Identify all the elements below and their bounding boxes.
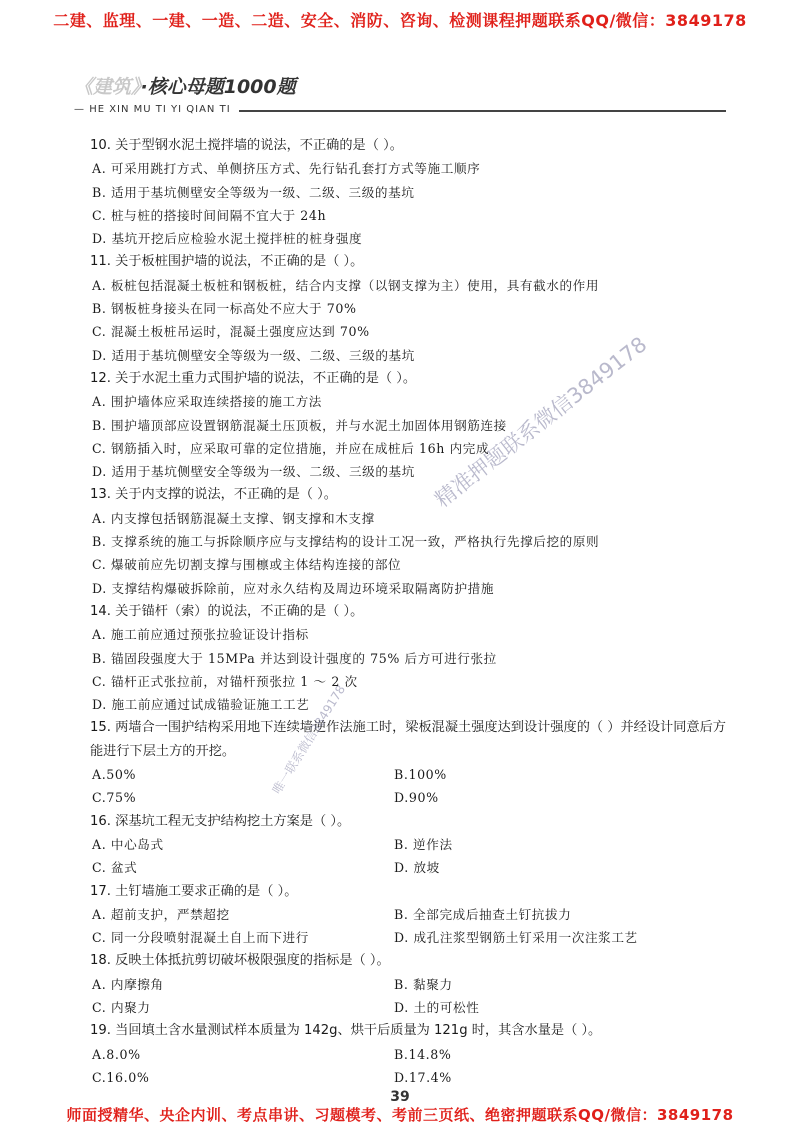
question-15 bbox=[90, 716, 730, 809]
question-19 bbox=[90, 1019, 730, 1089]
option-c: C. 同一分段喷射混凝土自上而下进行 bbox=[92, 930, 309, 946]
book-subtitle-main: ·核心母题1000题 bbox=[140, 76, 296, 98]
option-d: D.17.4% bbox=[394, 1069, 452, 1085]
option-grid bbox=[90, 1043, 730, 1090]
option-d: D.90% bbox=[394, 790, 439, 806]
option-b: B. 全部完成后抽查土钉抗拔力 bbox=[394, 906, 572, 922]
question-stem: 15. 两墙合一围护结构采用地下连续墙逆作法施工时，梁板混凝土强度达到设计强度的（ ）并经设计同意后方能进行下层土方的开挖。 bbox=[90, 720, 726, 759]
option-c: C. 内聚力 bbox=[92, 999, 151, 1015]
header-pinyin: — HE XIN MU TI YI QIAN TI bbox=[74, 103, 239, 117]
option-a: A. 可采用跳打方式、单侧挤压方式、先行钻孔套打方式等施工顺序 bbox=[92, 161, 481, 177]
option-a: A. 超前支护，严禁超挖 bbox=[92, 906, 230, 922]
option-a: A. 施工前应通过预张拉验证设计指标 bbox=[92, 627, 309, 643]
question-16 bbox=[90, 810, 730, 880]
question-14 bbox=[90, 600, 730, 716]
question-stem: 12. 关于水泥土重力式围护墙的说法，不正确的是（ ）。 bbox=[90, 370, 417, 386]
option-d: D. 适用于基坑侧壁安全等级为一级、二级、三级的基坑 bbox=[92, 464, 415, 480]
option-grid bbox=[90, 903, 730, 950]
option-c: C.16.0% bbox=[92, 1069, 150, 1085]
option-a: A. 中心岛式 bbox=[92, 836, 164, 852]
question-stem: 13. 关于内支撑的说法，不正确的是（ ）。 bbox=[90, 487, 337, 503]
option-c: C. 盆式 bbox=[92, 860, 138, 876]
option-a: A.8.0% bbox=[92, 1046, 141, 1062]
option-b: B.14.8% bbox=[394, 1046, 452, 1062]
option-d: D. 施工前应通过试成锚验证施工工艺 bbox=[92, 697, 310, 713]
watermark-small: 唯一联系微信3849178 bbox=[269, 682, 349, 797]
question-17 bbox=[90, 880, 730, 950]
question-stem: 10. 关于型钢水泥土搅拌墙的说法，不正确的是（ ）。 bbox=[90, 138, 403, 153]
option-c: C. 爆破前应先切割支撑与围檩或主体结构连接的部位 bbox=[92, 557, 402, 573]
option-b: B. 围护墙顶部应设置钢筋混凝土压顶板，并与水泥土加固体用钢筋连接 bbox=[92, 417, 507, 433]
option-a: A. 板桩包括混凝土板桩和钢板桩，结合内支撑（以钢支撑为主）使用，具有截水的作用 bbox=[92, 277, 600, 293]
option-b: B. 逆作法 bbox=[394, 836, 453, 852]
question-list bbox=[90, 134, 730, 1089]
question-10 bbox=[90, 134, 730, 250]
option-c: C. 钢筋插入时，应采取可靠的定位措施，并应在成桩后 16h 内完成 bbox=[92, 440, 490, 456]
option-grid bbox=[90, 763, 730, 810]
question-13 bbox=[90, 483, 730, 599]
question-18 bbox=[90, 949, 730, 1019]
option-d: D. 基坑开挖后应检验水泥土搅拌桩的桩身强度 bbox=[92, 231, 363, 247]
question-12 bbox=[90, 367, 730, 483]
question-stem: 19. 当回填土含水量测试样本质量为 142g、烘干后质量为 121g 时，其含水量是（ ）。 bbox=[90, 1023, 602, 1039]
option-a: A. 围护墙体应采取连续搭接的施工方法 bbox=[92, 394, 323, 410]
option-b: B. 黏聚力 bbox=[394, 976, 453, 992]
question-stem: 18. 反映土体抵抗剪切破坏极限强度的指标是（ ）。 bbox=[90, 953, 390, 969]
option-d: D. 放坡 bbox=[394, 860, 440, 876]
question-stem: 14. 关于锚杆（索）的说法，不正确的是（ ）。 bbox=[90, 603, 364, 619]
option-b: B.100% bbox=[394, 767, 447, 783]
page-header bbox=[74, 72, 726, 117]
page-number: 39 bbox=[390, 1089, 410, 1105]
option-b: B. 适用于基坑侧壁安全等级为一级、二级、三级的基坑 bbox=[92, 184, 415, 200]
book-title bbox=[74, 72, 726, 99]
question-stem: 17. 土钉墙施工要求正确的是（ ）。 bbox=[90, 883, 298, 899]
option-c: C. 桩与桩的搭接时间间隔不宜大于 24h bbox=[92, 207, 327, 223]
option-b: B. 锚固段强度大于 15MPa 并达到设计强度的 75% 后方可进行张拉 bbox=[92, 650, 497, 666]
option-d: D. 支撑结构爆破拆除前，应对永久结构及周边环境采取隔离防护措施 bbox=[92, 580, 495, 596]
option-d: D. 成孔注浆型钢筋土钉采用一次注浆工艺 bbox=[394, 930, 638, 946]
option-b: B. 支撑系统的施工与拆除顺序应与支撑结构的设计工况一致，严格执行先撑后挖的原则 bbox=[92, 534, 600, 550]
watermark-large: 精准押题联系微信3849178 bbox=[430, 332, 652, 513]
question-stem: 16. 深基坑工程无支护结构挖土方案是（ ）。 bbox=[90, 813, 351, 829]
option-grid bbox=[90, 973, 730, 1020]
option-grid bbox=[90, 833, 730, 880]
book-series: 《建筑》 bbox=[74, 76, 141, 98]
option-c: C. 混凝土板桩吊运时，混凝土强度应达到 70% bbox=[92, 324, 370, 340]
option-a: A.50% bbox=[92, 767, 137, 783]
option-c: C. 锚杆正式张拉前，对锚杆预张拉 1 ～ 2 次 bbox=[92, 673, 358, 689]
option-a: A. 内支撑包括钢筋混凝土支撑、钢支撑和木支撑 bbox=[92, 510, 375, 526]
question-stem: 11. 关于板桩围护墙的说法，不正确的是（ ）。 bbox=[90, 254, 364, 270]
bottom-promo-banner: 师面授精华、央企内训、考点串讲、习题模考、考前三页纸、绝密押题联系QQ/微信：3849178 bbox=[66, 1106, 734, 1124]
option-a: A. 内摩擦角 bbox=[92, 976, 164, 992]
option-d: D. 适用于基坑侧壁安全等级为一级、二级、三级的基坑 bbox=[92, 347, 415, 363]
option-b: B. 钢板桩身接头在同一标高处不应大于 70% bbox=[92, 301, 357, 317]
top-promo-banner: 二建、监理、一建、一造、二造、安全、消防、咨询、检测课程押题联系QQ/微信：3849178 bbox=[53, 11, 747, 30]
header-rule bbox=[74, 103, 726, 117]
option-d: D. 土的可松性 bbox=[394, 999, 480, 1015]
option-c: C.75% bbox=[92, 790, 137, 806]
